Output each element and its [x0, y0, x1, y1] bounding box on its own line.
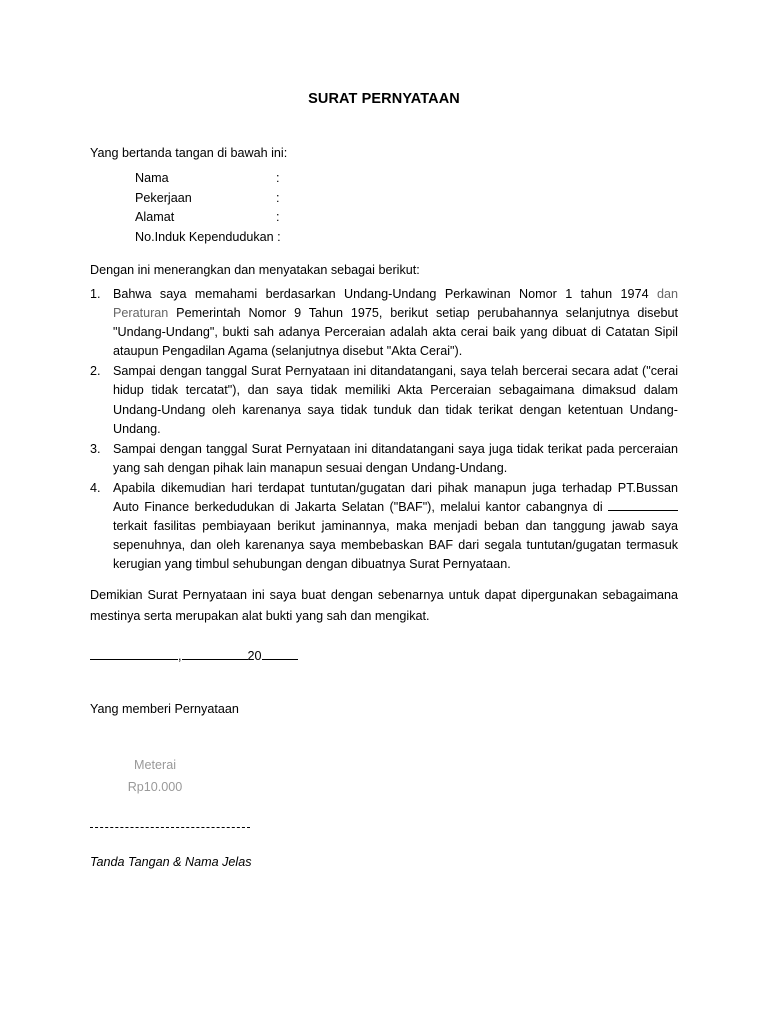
- statement-item: [90, 285, 678, 361]
- statement-text: Bahwa saya memahami berdasarkan Undang-Undang Perkawinan Nomor 1 tahun 1974: [113, 287, 657, 301]
- field-label: [135, 228, 281, 248]
- document-title: SURAT PERNYATAAN: [308, 91, 460, 107]
- statement-number: 3.: [90, 441, 101, 456]
- field-colon: :: [276, 190, 280, 205]
- field-label: Pekerjaan: [135, 190, 192, 205]
- field-pekerjaan: [135, 189, 335, 209]
- signature-line: [90, 827, 250, 828]
- signer-label: Yang memberi Pernyataan: [90, 702, 239, 716]
- statement-item: [90, 479, 678, 574]
- statement-text: Pemerintah Nomor 9 Tahun 1975, berikut setiap perubahannya selanjutnya disebut "Undang-Undang", bukti sah adanya Perceraian adalah akta cerai baik yang dibuat di Catatan Sipil ataupun Pengadilan Agama (selanjutnya disebut "Akta Cerai").: [113, 306, 678, 359]
- statement-text: terkait fasilitas pembiayaan berikut jaminannya, maka menjadi beban dan tanggung jawab saya sepenuhnya, dan oleh karenanya saya membebaskan BAF dari segala tuntutan/gugatan termasuk kerugian yang timbul sehubungan dengan dibuatnya Surat Pernyataan.: [113, 519, 678, 572]
- identity-fields: [135, 169, 335, 247]
- date-separator: ,: [178, 649, 182, 663]
- statement-text: Sampai dengan tanggal Surat Pernyataan ini ditandatangani, saya telah bercerai secara adat ("cerai hidup tidak tercatat"), dan saya tidak memiliki Akta Perceraian sebagaimana dimaksud dalam Undang-Undang oleh karenanya saya tidak tunduk dan tidak terikat dengan ketentuan Undang-Undang.: [113, 364, 678, 436]
- branch-blank-line: [608, 499, 678, 511]
- field-label-text: No.Induk Kependudukan: [135, 229, 274, 244]
- field-label: Alamat: [135, 210, 175, 225]
- date-blank-line: [182, 647, 248, 660]
- statement-number: 1.: [90, 287, 101, 301]
- field-label: Nama: [135, 171, 169, 185]
- statement-item: [90, 362, 678, 438]
- field-colon: :: [276, 171, 280, 185]
- date-year: 20: [247, 649, 262, 663]
- closing-text: Demikian Surat Pernyataan ini saya buat dengan sebenarnya untuk dapat dipergunakan sebagaimana mestinya serta merupakan alat bukti yang sah dan mengikat.: [90, 588, 678, 623]
- intro-text: Yang bertanda tangan di bawah ini:: [90, 146, 288, 160]
- statement-text: Sampai dengan tanggal Surat Pernyataan ini ditandatangani saya juga tidak terikat pada perceraian yang sah dengan pihak lain manapun sesuai dengan Undang-Undang.: [113, 441, 678, 475]
- place-blank-line: [90, 647, 178, 660]
- statement-item: [90, 440, 678, 478]
- signature-caption: Tanda Tangan & Nama Jelas: [90, 855, 252, 869]
- year-blank-line: [262, 647, 298, 660]
- stamp-placeholder: [118, 754, 192, 798]
- statement-text: Apabila dikemudian hari terdapat tuntutan/gugatan dari pihak manapun juga terhadap PT.Bussan Auto Finance berkedudukan di Jakarta Selatan ("BAF"), melalui kantor cabangnya di: [113, 480, 678, 515]
- statement-number: 4.: [90, 480, 101, 495]
- field-colon: :: [277, 229, 281, 244]
- stamp-value: Rp10.000: [127, 780, 183, 794]
- statement-number: 2.: [90, 364, 101, 379]
- field-nama: [135, 169, 335, 189]
- field-alamat: [135, 208, 335, 228]
- stamp-label: Meterai: [134, 758, 176, 772]
- statement-text-gray: dan Peraturan: [113, 287, 678, 321]
- date-line: [90, 647, 298, 663]
- lead-text: Dengan ini menerangkan dan menyatakan sebagai berikut:: [90, 263, 420, 277]
- statement-list: [90, 285, 678, 575]
- field-nik: [135, 228, 335, 248]
- field-colon: :: [276, 210, 280, 225]
